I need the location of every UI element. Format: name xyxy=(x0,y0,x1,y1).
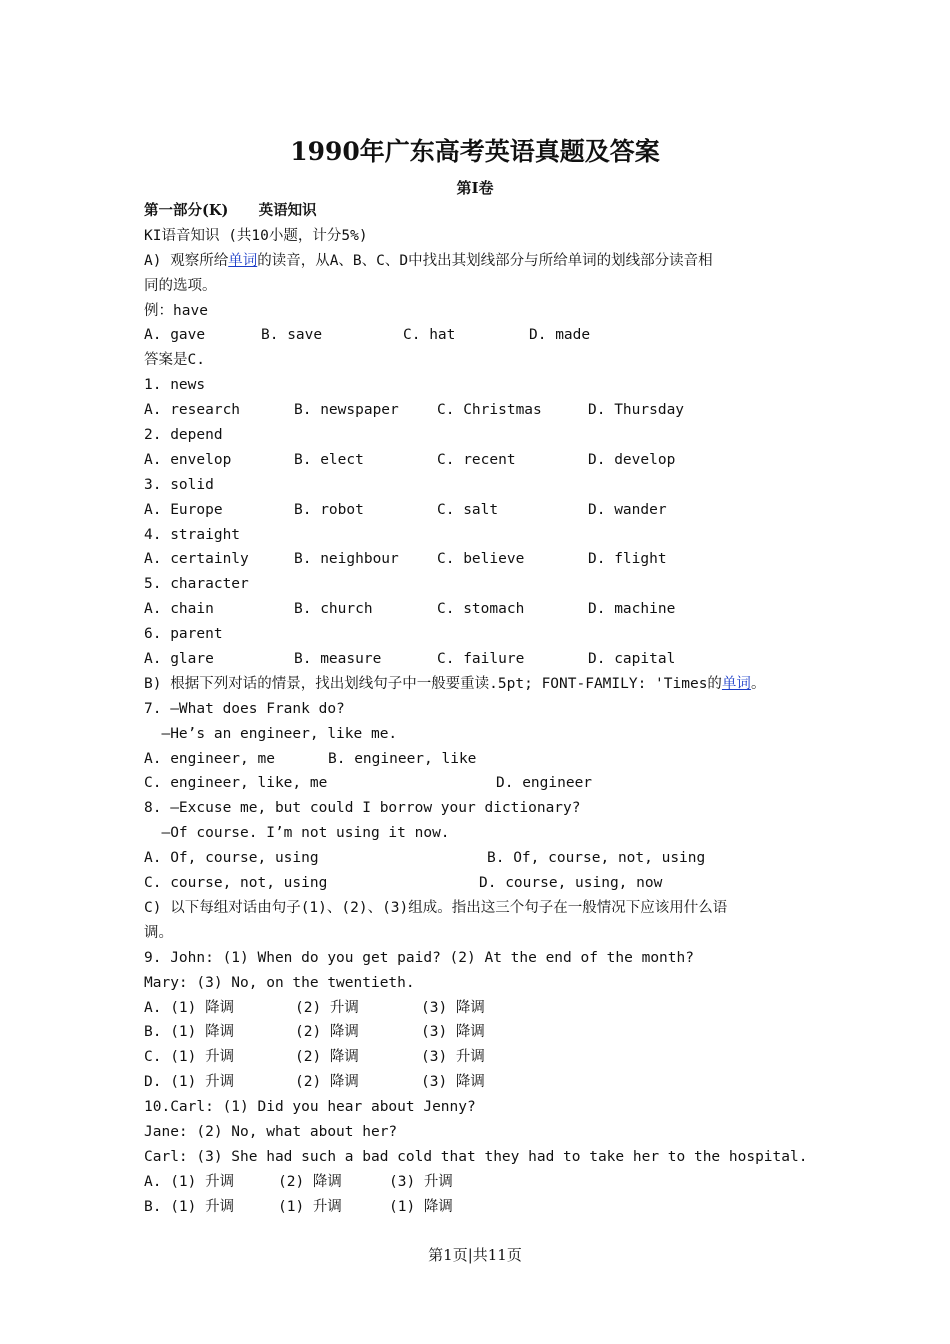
option: D. course, using, now xyxy=(479,875,663,892)
section-c-instruction: C) 以下每组对话由句子(1)、(2)、(3)组成。指出这三个句子在一般情况下应该用什么语 xyxy=(144,899,728,916)
page-title: 1990年广东高考英语真题及答案 xyxy=(290,137,660,166)
word-link[interactable]: 单词 xyxy=(721,675,751,692)
option: A. research xyxy=(144,402,241,419)
option: A. engineer, me xyxy=(144,750,275,767)
option: (3) 降调 xyxy=(421,999,485,1016)
option: A. Europe xyxy=(144,501,223,518)
option: C. hat xyxy=(403,327,456,344)
question-stem: 5. character xyxy=(144,576,249,593)
option: (3) 升调 xyxy=(389,1173,453,1190)
instruction-text: 。 xyxy=(750,675,766,692)
option: D. capital xyxy=(588,651,676,668)
option: (2) 降调 xyxy=(278,1173,342,1190)
section-b-instruction xyxy=(144,672,824,697)
option: D. engineer xyxy=(496,775,593,792)
option: C. (1) 升调 xyxy=(144,1049,235,1066)
question-stem: 8. —Excuse me, but could I borrow your dictionary? xyxy=(144,800,581,817)
question-list xyxy=(144,373,824,672)
option: C. recent xyxy=(437,451,516,468)
question-stem: 2. depend xyxy=(144,427,223,444)
option-row xyxy=(144,647,824,672)
document-body xyxy=(144,199,824,1220)
option-row xyxy=(144,871,824,896)
question-stem: 4. straight xyxy=(144,526,241,543)
option: B. neighbour xyxy=(294,551,399,568)
option: B. Of, course, not, using xyxy=(487,850,706,867)
option-row xyxy=(144,498,824,523)
option: B. newspaper xyxy=(294,402,399,419)
option-row xyxy=(144,597,824,622)
question-stem: Carl: (3) She had such a bad cold that they had to take her to the hospital. xyxy=(144,1148,808,1165)
instruction-text: B) 根据下列对话的情景，找出划线句子中一般要重读.5pt; FONT-FAMILY: 'Times的 xyxy=(144,675,722,692)
option: A. glare xyxy=(144,651,214,668)
option: A. gave xyxy=(144,327,206,344)
option-row xyxy=(144,1070,824,1095)
example-answer: 答案是C. xyxy=(144,352,205,369)
option-row xyxy=(144,547,824,572)
option: D. (1) 升调 xyxy=(144,1074,235,1091)
option: (2) 降调 xyxy=(295,1024,359,1041)
question-stem: 10.Carl: (1) Did you hear about Jenny? xyxy=(144,1099,476,1116)
question-stem: Jane: (2) No, what about her? xyxy=(144,1123,398,1140)
section-a-instruction-cont: 同的选项。 xyxy=(144,277,217,294)
option: D. made xyxy=(529,327,591,344)
option-row xyxy=(144,1170,824,1195)
example-word: 例：have xyxy=(144,302,208,319)
option: D. machine xyxy=(588,601,676,618)
question-stem: Mary: (3) No, on the twentieth. xyxy=(144,974,415,991)
question-stem: 6. parent xyxy=(144,626,223,643)
instruction-text: 的读音，从A、B、C、D中找出其划线部分与所给单词的划线部分读音相 xyxy=(257,252,713,269)
question-stem: 9. John: (1) When do you get paid? (2) At the end of the month? xyxy=(144,949,694,966)
option: C. believe xyxy=(437,551,525,568)
option: C. engineer, like, me xyxy=(144,775,328,792)
option: (3) 升调 xyxy=(421,1049,485,1066)
option: D. flight xyxy=(588,551,667,568)
option-row xyxy=(144,771,824,796)
option: B. church xyxy=(294,601,373,618)
question-stem: —He’s an engineer, like me. xyxy=(144,725,398,742)
option: A. (1) 降调 xyxy=(144,999,235,1016)
word-link[interactable]: 单词 xyxy=(228,252,258,269)
option-row xyxy=(144,846,824,871)
part-heading: 第一部分(K) 英语知识 xyxy=(144,202,317,219)
option: (3) 降调 xyxy=(421,1024,485,1041)
q10-options xyxy=(144,1170,824,1220)
section-k1-heading: KI语音知识 (共10小题，计分5%) xyxy=(144,227,368,244)
option: D. Thursday xyxy=(588,402,685,419)
option: C. stomach xyxy=(437,601,525,618)
volume-heading: 第I卷 xyxy=(456,179,494,197)
option-row xyxy=(144,1020,824,1045)
option: C. failure xyxy=(437,651,525,668)
option-row xyxy=(144,1045,824,1070)
option: B. save xyxy=(261,327,323,344)
option-row xyxy=(144,1195,824,1220)
option-row xyxy=(144,996,824,1021)
option: (2) 降调 xyxy=(295,1074,359,1091)
question-stem: 3. solid xyxy=(144,476,214,493)
question-stem: 7. —What does Frank do? xyxy=(144,700,345,717)
option-row xyxy=(144,747,824,772)
option: A. envelop xyxy=(144,451,232,468)
option: (1) 降调 xyxy=(389,1198,453,1215)
question-stem: —Of course. I’m not using it now. xyxy=(144,825,450,842)
option: B. measure xyxy=(294,651,382,668)
option: B. (1) 降调 xyxy=(144,1024,235,1041)
q9-options xyxy=(144,996,824,1096)
option: A. chain xyxy=(144,601,214,618)
page-footer: 第1页|共11页 xyxy=(428,1246,522,1264)
question-stem: 1. news xyxy=(144,377,206,394)
option: (3) 降调 xyxy=(421,1074,485,1091)
option: B. robot xyxy=(294,501,364,518)
option: C. salt xyxy=(437,501,499,518)
option: D. develop xyxy=(588,451,676,468)
option: C. course, not, using xyxy=(144,875,328,892)
instruction-text: A) 观察所给 xyxy=(144,252,229,269)
section-a-instruction xyxy=(144,249,824,274)
option: (1) 升调 xyxy=(278,1198,342,1215)
option: A. certainly xyxy=(144,551,249,568)
option: (2) 降调 xyxy=(295,1049,359,1066)
section-c-instruction-cont: 调。 xyxy=(144,924,173,941)
option: B. elect xyxy=(294,451,364,468)
option: A. (1) 升调 xyxy=(144,1173,235,1190)
example-options xyxy=(144,323,824,348)
option: C. Christmas xyxy=(437,402,542,419)
option: A. Of, course, using xyxy=(144,850,319,867)
option-row xyxy=(144,398,824,423)
option: D. wander xyxy=(588,501,667,518)
option: B. (1) 升调 xyxy=(144,1198,235,1215)
option: (2) 升调 xyxy=(295,999,359,1016)
option: B. engineer, like xyxy=(328,750,477,767)
option-row xyxy=(144,448,824,473)
